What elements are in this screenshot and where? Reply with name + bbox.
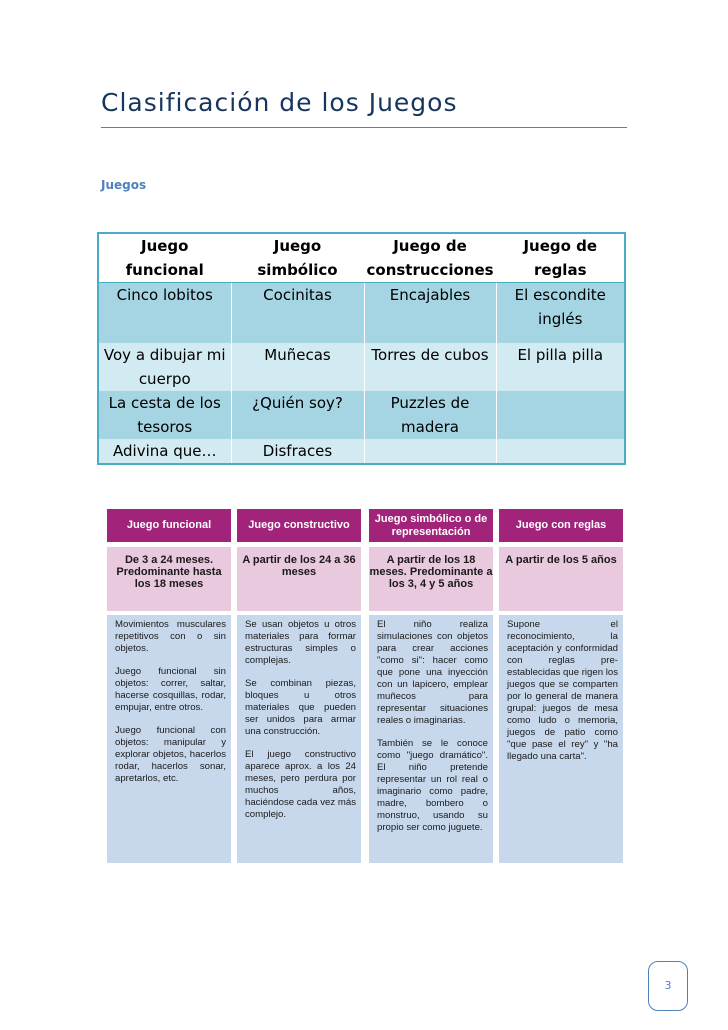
table-cell <box>364 439 496 464</box>
table-cell: Torres de cubos <box>364 343 496 391</box>
table-cell: Adivina que… <box>98 439 231 464</box>
age-range: A partir de los 18 meses. Predominante a los 3, 4 y 5 años <box>369 547 493 611</box>
description <box>369 615 493 863</box>
table-cell: La cesta de los tesoros <box>98 391 231 439</box>
table-cell: Voy a dibujar mi cuerpo <box>98 343 231 391</box>
table-cell: El escondite inglés <box>496 283 625 343</box>
table-cell: Cocinitas <box>231 283 364 343</box>
description-paragraph: Juego funcional con objetos: manipular y explorar objetos, hacerlos rodar, hacerlos sonar, apretarlos, etc. <box>115 725 226 784</box>
age-range: A partir de los 5 años <box>499 547 623 611</box>
description-paragraph: El juego constructivo aparece aprox. a los 24 meses, pero perdura por muchos años, haciéndose cada vez más complejo. <box>245 749 356 820</box>
table-row <box>98 391 625 439</box>
column-header: Juego constructivo <box>237 509 361 542</box>
description-paragraph: Se combinan piezas, bloques u otros materiales que pueden ser unidos para armar una construcción. <box>245 678 356 737</box>
column-header: Juego funcional <box>107 509 231 542</box>
description-paragraph: Supone el reconocimiento, la aceptación y conformidad con reglas pre-establecidas que rigen los juegos que se comparten por lo general de manera grupal: juegos de mesa como ludo o memoria, juegos de patio como "que pase el rey" y "ha llegado una carta". <box>507 619 618 762</box>
game-types-chart <box>107 509 623 863</box>
column-juego-reglas <box>499 509 623 863</box>
table-cell: Puzzles de madera <box>364 391 496 439</box>
page-title: Clasificación de los Juegos <box>101 88 458 117</box>
age-range: A partir de los 24 a 36 meses <box>237 547 361 611</box>
section-heading: Juegos <box>101 178 147 192</box>
games-table <box>97 232 626 465</box>
table-cell: Cinco lobitos <box>98 283 231 343</box>
description <box>499 615 623 863</box>
column-juego-simbolico <box>369 509 493 863</box>
header-juego-reglas: Juego de reglas <box>496 233 625 283</box>
description-paragraph: También se le conoce como "juego dramático". El niño pretende representar un rol real o imaginario como padre, madre, bombero o monstruo, usando su propio ser como juguete. <box>377 738 488 833</box>
description-paragraph: El niño realiza simulaciones con objetos para crear acciones "como si": hacer como que pone una inyección con un lapicero, emplear muñecos para representar situaciones reales o imaginarias. <box>377 619 488 726</box>
table-cell: Encajables <box>364 283 496 343</box>
age-range: De 3 a 24 meses. Predominante hasta los 18 meses <box>107 547 231 611</box>
table-row <box>98 439 625 464</box>
table-cell <box>496 391 625 439</box>
column-header: Juego simbólico o de representación <box>369 509 493 542</box>
column-juego-funcional <box>107 509 231 863</box>
column-juego-constructivo <box>237 509 361 863</box>
description <box>237 615 361 863</box>
header-juego-funcional: Juego funcional <box>98 233 231 283</box>
header-juego-simbolico: Juego simbólico <box>231 233 364 283</box>
table-cell: Muñecas <box>231 343 364 391</box>
description-paragraph: Movimientos musculares repetitivos con o sin objetos. <box>115 619 226 654</box>
table-cell <box>496 439 625 464</box>
page-number: 3 <box>648 961 688 1011</box>
table-row <box>98 343 625 391</box>
table-cell: El pilla pilla <box>496 343 625 391</box>
table-cell: ¿Quién soy? <box>231 391 364 439</box>
games-table-header-row <box>98 233 625 283</box>
column-header: Juego con reglas <box>499 509 623 542</box>
description-paragraph: Se usan objetos u otros materiales para formar estructuras simples o complejas. <box>245 619 356 666</box>
table-cell: Disfraces <box>231 439 364 464</box>
title-underline <box>101 127 627 128</box>
header-juego-construcciones: Juego de construcciones <box>364 233 496 283</box>
table-row <box>98 283 625 343</box>
description-paragraph: Juego funcional sin objetos: correr, saltar, hacerse cosquillas, rodar, empujar, entre otros. <box>115 666 226 713</box>
description <box>107 615 231 863</box>
